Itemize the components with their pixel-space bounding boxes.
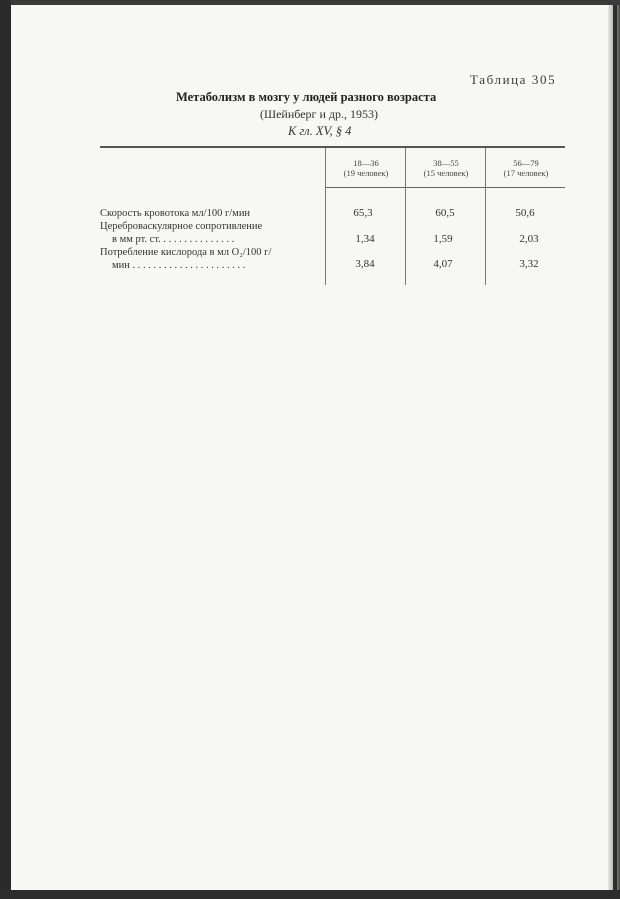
scan-edge-left bbox=[0, 0, 11, 899]
scan-edge-top bbox=[0, 0, 620, 5]
row-label-line: Цереброваскулярное сопротивление bbox=[100, 221, 263, 232]
column-count: (19 человек) bbox=[343, 168, 389, 178]
row-label bbox=[100, 246, 271, 272]
column-header bbox=[407, 158, 485, 178]
table-cell: 60,5 bbox=[435, 207, 455, 219]
table-cell: 3,84 bbox=[355, 258, 375, 270]
column-age-range: 38—55 bbox=[433, 158, 459, 168]
table-cell: 3,32 bbox=[519, 258, 539, 270]
column-divider bbox=[405, 148, 406, 285]
column-age-range: 56—79 bbox=[513, 158, 539, 168]
chapter-reference: К гл. XV, § 4 bbox=[288, 124, 352, 138]
table-number: Таблица 305 bbox=[470, 72, 557, 87]
row-label-line: мин . . . . . . . . . . . . . . . . . . . . . . bbox=[112, 260, 246, 271]
table-cell: 50,6 bbox=[515, 207, 535, 219]
column-header bbox=[487, 158, 565, 178]
table-cell: 1,34 bbox=[355, 233, 375, 245]
column-divider bbox=[325, 148, 326, 285]
table-top-rule bbox=[100, 146, 565, 148]
row-label bbox=[100, 207, 250, 220]
table-source: (Шейнберг и др., 1953) bbox=[260, 107, 378, 121]
scan-edge-bottom bbox=[0, 890, 620, 899]
column-header bbox=[327, 158, 405, 178]
row-label-line: в мм рт. ст. . . . . . . . . . . . . . . bbox=[112, 234, 235, 245]
column-count: (15 человек) bbox=[423, 168, 469, 178]
table-cell: 1,59 bbox=[433, 233, 453, 245]
table-cell: 4,07 bbox=[433, 258, 453, 270]
table-title: Метаболизм в мозгу у людей разного возраста bbox=[176, 90, 437, 104]
row-label-line: Скорость кровотока мл/100 г/мин bbox=[100, 208, 251, 219]
row-label-line: Потребление кислорода в мл O₂/100 г/ bbox=[100, 247, 272, 258]
column-count: (17 человек) bbox=[503, 168, 549, 178]
table-cell: 65,3 bbox=[353, 207, 373, 219]
table-cell: 2,03 bbox=[519, 233, 539, 245]
column-age-range: 18—36 bbox=[353, 158, 379, 168]
row-label bbox=[100, 220, 262, 246]
scan-edge-right bbox=[613, 5, 617, 890]
table-header-rule bbox=[325, 187, 565, 188]
column-divider bbox=[485, 148, 486, 285]
